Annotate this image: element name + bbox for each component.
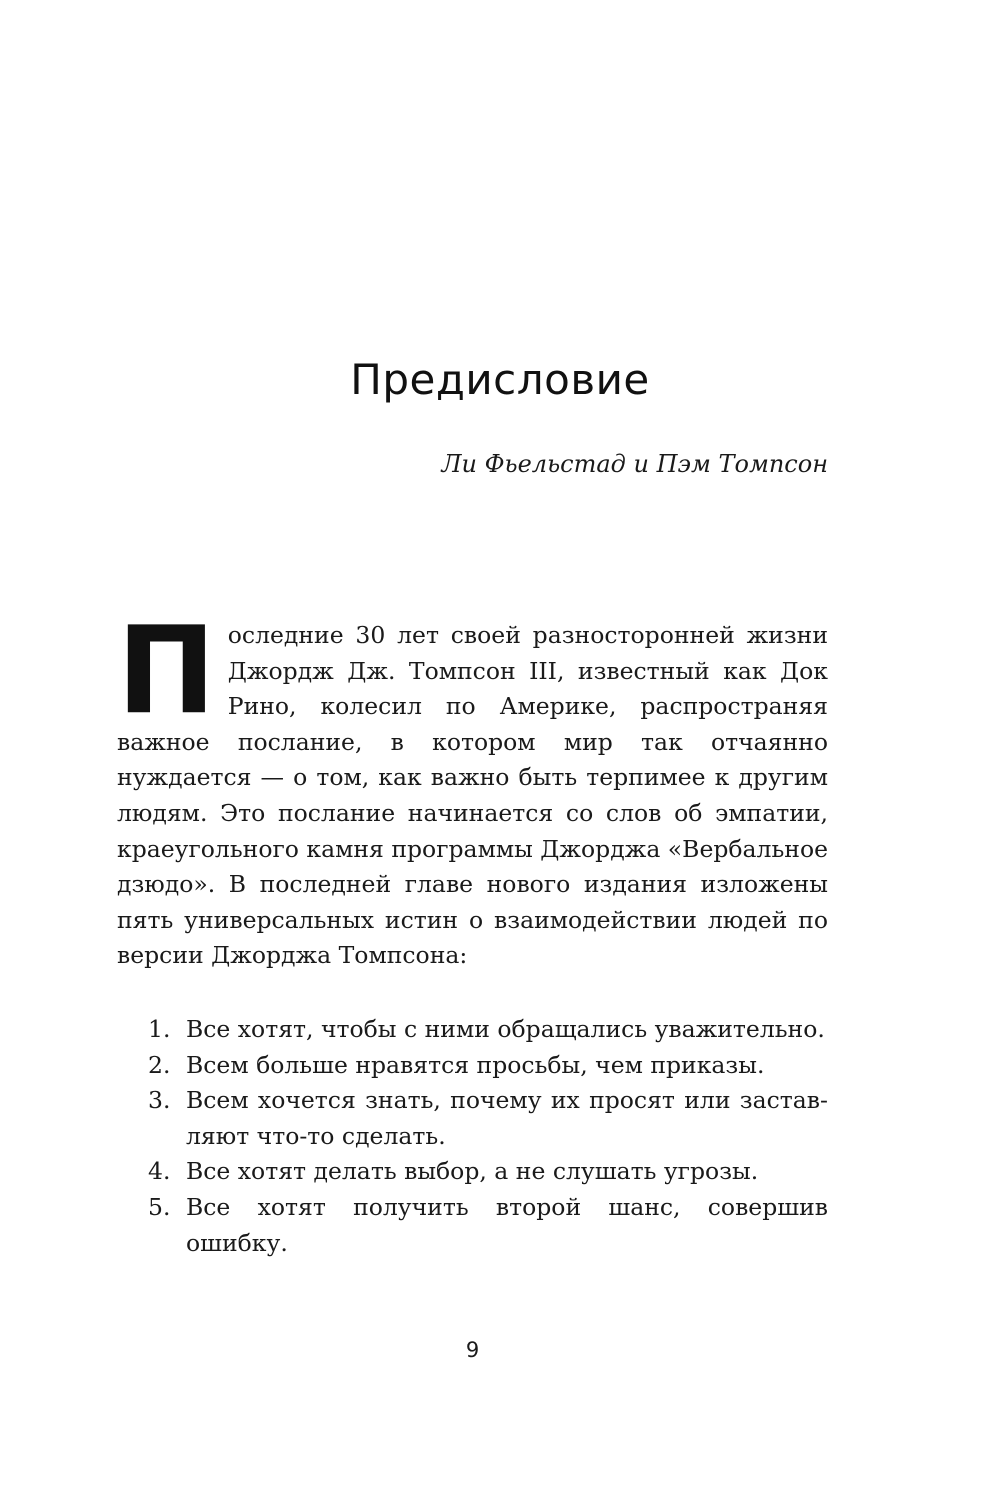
list-item-text: Всем больше нравятся просьбы, чем приказы.	[186, 1050, 765, 1079]
list-item-number: 4.	[148, 1157, 171, 1186]
list-item-number: 1.	[148, 1015, 171, 1043]
chapter-title: Предисловие	[350, 355, 650, 404]
universal-truths-list	[148, 1012, 828, 1261]
list-item-text: Все хотят получить второй шанс, совершив ошибку.	[186, 1192, 828, 1257]
list-item-text: Все хотят, чтобы с ними обращались уважительно.	[186, 1015, 825, 1043]
list-item	[148, 1083, 828, 1154]
list-item-number: 5.	[148, 1192, 171, 1221]
list-item	[148, 1154, 828, 1190]
list-item-number: 2.	[148, 1050, 171, 1079]
list-item	[148, 1012, 828, 1048]
drop-cap: П	[117, 599, 216, 741]
list-item-number: 3.	[148, 1086, 171, 1115]
list-item-text: Все хотят делать выбор, а не слушать угрозы.	[186, 1157, 759, 1186]
page-number: 9	[465, 1338, 480, 1362]
intro-paragraph	[117, 599, 828, 974]
chapter-byline: Ли Фьельстад и Пэм Томпсон	[441, 450, 828, 478]
intro-text: оследние 30 лет своей разносторонней жизни Джордж Дж. Томпсон III, известный как Док Рино, колесил по Америке, распространяя важное послание, в котором мир так отчаянно нуждается — о том, как важно быть терпимее к другим людям. Это послание начинается со слов об эмпатии, краеугольного камня программы Джорджа «Вербальное дзюдо». В последней главе нового издания изложены пять универсальных истин о взаимодействии людей по версии Джорджа Томпсона:	[117, 621, 828, 970]
list-item	[148, 1190, 828, 1261]
list-item	[148, 1048, 828, 1084]
list-item-text: Всем хочется знать, почему их просят или заставляют что-то сделать.	[186, 1086, 828, 1150]
